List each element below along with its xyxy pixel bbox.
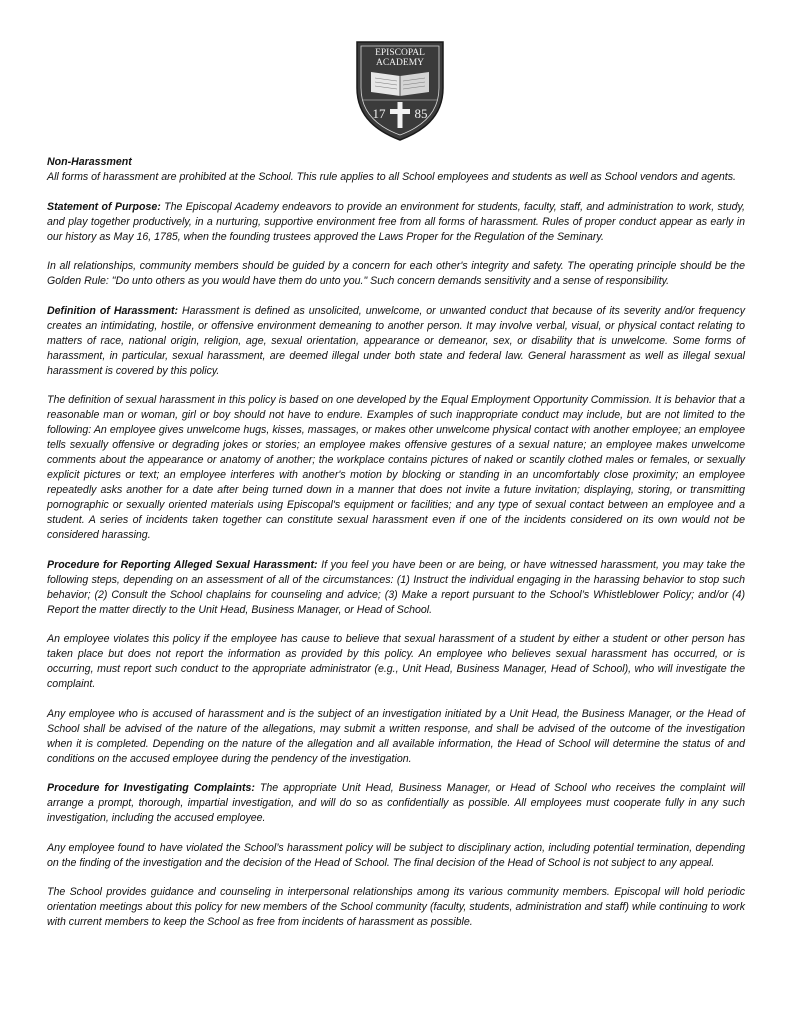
paragraph-reporting-procedure bbox=[47, 558, 745, 618]
logo-year-left: 17 bbox=[372, 106, 386, 121]
paragraph-employee-obligation: An employee violates this policy if the employee has cause to believe that sexual harassment of a student by either a student or other person has taken place but does not report the information as provided by this policy. An employee who believes sexual harassment has occurred, or is occurring, must report such conduct to the appropriate administrator (e.g., Unit Head, Business Manager, Head of School), who will investigate the complaint. bbox=[47, 633, 745, 690]
definition-text: Harassment is defined as unsolicited, unwelcome, or unwanted conduct that because of its severity and/or frequency creates an intimidating, hostile, or offensive environment demeaning to another person. It may involve verbal, visual, or physical contact relating to matters of race, national origin, religion, age, sexual orientation, appearance or demeanor, sex, or disability that is unwelcome. Some forms of harassment, in particular, sexual harassment, are deemed illegal under both state and federal law. General harassment as well as illegal sexual harassment is covered by this policy. bbox=[47, 304, 745, 377]
statement-of-purpose-heading: Statement of Purpose: bbox=[47, 200, 161, 213]
paragraph-accused-employee: Any employee who is accused of harassment and is the subject of an investigation initiated by a Unit Head, the Business Manager, or the Head of School shall be advised of the nature of the allegations, may submit a written response, and shall be advised of the outcome of the investigation when it is completed. Depending on the nature of the allegation and all available information, the Head of School will determine the status of and conditions on the accused employee during the pendency of the investigation. bbox=[47, 707, 745, 765]
statement-of-purpose-text: The Episcopal Academy endeavors to provide an environment for students, faculty, staff, and administration to work, study, and play together productively, in a nurturing, supportive environment free from all forms of harassment. Rules of proper conduct appear as early in our history as May 16, 1785, when the founding trustees approved the Laws Proper for the Regulation of the Seminary. bbox=[47, 200, 745, 243]
section-title: Non-Harassment bbox=[47, 156, 132, 168]
investigating-heading: Procedure for Investigating Complaints: bbox=[47, 782, 255, 794]
paragraph-guidance: The School provides guidance and counseling in interpersonal relationships among its various community members. Episcopal will hold periodic orientation meetings about this policy for new members of the School community (faculty, students, administration and staff) while continuing to work with current members to keep the School as free from incidents of harassment as possible. bbox=[47, 886, 745, 928]
paragraph-intro: All forms of harassment are prohibited at the School. This rule applies to all School employees and students as well as School vendors and agents. bbox=[47, 171, 736, 183]
investigating-text: The appropriate Unit Head, Business Manager, or Head of School who receives the complaint will arrange a prompt, thorough, impartial investigation, and will do so as confidentially as possible. All employees must cooperate fully in any such investigation, including the accused employee. bbox=[47, 782, 745, 824]
policy-text bbox=[47, 155, 745, 945]
episcopal-academy-crest-logo bbox=[355, 40, 445, 142]
logo-line-1: EPISCOPAL bbox=[375, 48, 425, 58]
paragraph-definition bbox=[47, 304, 745, 379]
reporting-heading: Procedure for Reporting Alleged Sexual Harassment: bbox=[47, 558, 318, 571]
paragraph-sexual-harassment-definition: The definition of sexual harassment in this policy is based on one developed by the Equal Employment Opportunity Commission. It is behavior that a reasonable man or woman, girl or boy should not have to endure. Examples of such inappropriate conduct may include, but are not limited to the following: An employee gives unwelcome hugs, kisses, massages, or makes other unwelcome physical contact with another employee; an employee tells sexually offensive or degrading jokes or stories; an employee makes offensive gestures of a sexual nature; an employee makes unwelcome comments about the appearance or anatomy of another; the workplace contains pictures of naked or scantily clothed males or females, or sexually explicit pictures or text; an employee interferes with another's motion by blocking or standing in an uncomfortably close proximity; an employee repeatedly asks another for a date after being turned down in a manner that does not invite a future invitation; displaying, storing, or transmitting pornographic or sexually oriented materials using Episcopal's equipment or facilities; and any type of sexual contact between an employee and a student. A series of incidents taken together can constitute sexual harassment even if one of the incidents considered on its own would not be considered harassing. bbox=[47, 394, 745, 541]
paragraph-golden-rule: In all relationships, community members should be guided by a concern for each other's integrity and safety. The operating principle should be the Golden Rule: "Do unto others as you would have them do unto you." Such concern demands sensitivity and a sense of responsibility. bbox=[47, 260, 745, 287]
reporting-text: If you feel you have been or are being, or have witnessed harassment, you may take the following steps, depending on an assessment of all of the circumstances: (1) Instruct the individual engaging in the harassing behavior to stop such behavior; (2) Consult the School chaplains for counseling and advice; (3) Make a report pursuant to the School’s Whistleblower Policy; and/or (4) Report the matter directly to the Unit Head, Business Manager, or Head of School. bbox=[47, 558, 745, 616]
paragraph-disciplinary-action: Any employee found to have violated the School’s harassment policy will be subject to disciplinary action, including potential termination, depending on the finding of the investigation and the decision of the Head of School. The final decision of the Head of School is not subject to any appeal. bbox=[47, 841, 745, 869]
paragraph-statement-of-purpose bbox=[47, 200, 745, 245]
logo-line-2: ACADEMY bbox=[375, 58, 425, 68]
paragraph-investigating-procedure bbox=[47, 781, 745, 826]
logo-year-right: 85 bbox=[414, 106, 428, 121]
definition-heading: Definition of Harassment: bbox=[47, 304, 179, 317]
